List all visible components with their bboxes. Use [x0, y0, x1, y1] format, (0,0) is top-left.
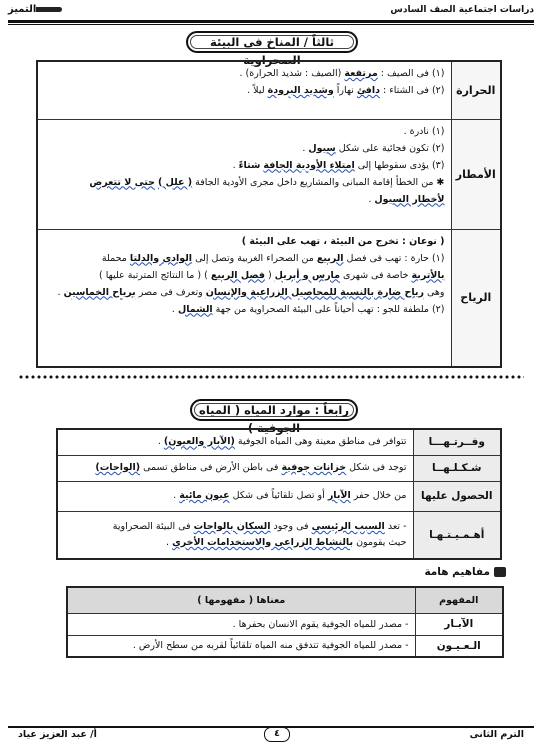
row-body [57, 455, 413, 481]
text-segment: (٢) فى الشتاء : [379, 85, 445, 96]
term-label: الترم الثانى [469, 729, 524, 740]
text-segment: حيث يقومون [353, 536, 407, 548]
concepts-header-row [67, 587, 503, 613]
row-label: الأمطار [451, 119, 501, 229]
text-segment: خاصة فى شهرى [340, 269, 412, 281]
text-segment: . [368, 193, 375, 205]
text-segment: . [302, 142, 309, 154]
water-table [56, 428, 502, 560]
row-label: شـكـلـهــا [413, 455, 501, 481]
text-segment: برياح الخماسين [63, 286, 136, 298]
text-segment: ✱ من الخطأ إقامة المبانى والمشاريع داخل مجرى الأودية الجافة [192, 176, 445, 188]
text-segment: (الصيف : شديد الحرارة) . [239, 68, 345, 79]
text-line [44, 191, 445, 208]
header-rule [8, 20, 534, 23]
text-segment: (١) فى الصيف : [377, 68, 445, 79]
section-3-title: ثالثاً / المناخ فى البيئة الصحراوية [186, 31, 358, 53]
text-segment: بالأتربة [411, 269, 445, 281]
text-segment: دافئ [356, 85, 380, 96]
text-segment: . [171, 303, 178, 315]
text-segment: السكان بالواحات [193, 520, 271, 532]
text-segment: مرتفعة [344, 68, 378, 79]
header-rule-thin [8, 24, 534, 25]
climate-row-wind [37, 229, 501, 367]
row-body [37, 61, 451, 119]
text-segment: مارس و أبريل [274, 269, 340, 281]
row-label: الحصول عليها [413, 481, 501, 511]
text-line [44, 174, 445, 191]
text-segment: فى البيئة الصحراوية [112, 520, 194, 532]
text-segment: ليلاً . [247, 85, 268, 96]
text-line [44, 250, 445, 267]
text-segment: سيول [308, 142, 336, 154]
text-segment: وهى [423, 286, 445, 298]
climate-row-temperature [37, 61, 501, 119]
text-line [44, 65, 445, 82]
climate-table [36, 60, 502, 368]
text-segment: لأخطار السيول [374, 193, 445, 205]
writing-hand-icon [494, 567, 506, 577]
concept-term: الآبـار [415, 613, 503, 635]
text-segment: . [173, 490, 180, 501]
text-segment: (٢) ملطفة للجو : تهب أحياناً على البيئة الصحراوية من جهة [212, 303, 445, 315]
text-segment: عيون مائية [179, 490, 230, 501]
text-segment: . [57, 286, 64, 298]
row-body [37, 229, 451, 367]
water-row [57, 455, 501, 481]
text-segment: الوادى والدلتا [129, 252, 193, 264]
text-segment: وتعرف فى مصر [135, 286, 206, 298]
text-segment: أو تصل تلقائياً فى شكل [229, 490, 328, 501]
text-segment: ) ( ما النتائج المترتبة عليها ) [99, 269, 211, 281]
text-line [44, 301, 445, 318]
dotted-separator [18, 374, 524, 380]
concept-meaning: - مصدر للمياه الجوفية تتدفق منه المياه تلقائياً لقربه من سطح الأرض . [67, 635, 415, 657]
text-segment: . [166, 536, 173, 548]
climate-row-rain [37, 119, 501, 229]
text-segment: نهاراً [333, 85, 357, 96]
text-line [64, 434, 407, 450]
text-segment: من الصحراء الغربية وتصل إلى [192, 252, 317, 264]
text-segment: وشديد البرودة [267, 85, 334, 96]
text-segment: بالنشاط الزراعى والاستخدامات الأخرى [172, 536, 354, 548]
row-body [37, 119, 451, 229]
row-label: وفــرتـهـــا [413, 429, 501, 455]
text-line [44, 233, 445, 250]
text-segment: . [157, 436, 164, 448]
text-line [64, 460, 407, 476]
text-segment: فصل الربيع [210, 269, 265, 281]
concept-row [67, 635, 503, 657]
concepts-heading [424, 566, 506, 578]
text-line [44, 157, 445, 174]
text-segment: (١) حارة : تهب فى فصل [343, 252, 445, 264]
text-segment: محملة [101, 252, 130, 264]
text-line [64, 535, 407, 551]
text-segment: الربيع [316, 252, 344, 264]
author-name: أ/ عبد العزيز عياد [18, 729, 97, 740]
water-row [57, 481, 501, 511]
text-segment: من خلال حفر [350, 490, 407, 501]
row-body [57, 511, 413, 559]
text-segment: فى باطن الأرض فى مناطق تسمى [140, 462, 282, 473]
text-segment: تتوافر فى مناطق معينة وهى المياه الجوفية [234, 436, 407, 448]
text-line [64, 488, 407, 504]
text-line [44, 140, 445, 157]
row-body [57, 429, 413, 455]
text-segment: الشمال [177, 303, 213, 315]
text-segment: فى وجود [270, 520, 312, 532]
concepts-table [66, 586, 504, 658]
water-row [57, 511, 501, 559]
text-segment: رياح ضارة بالنسبة للمحاصيل الزراعية والإنسان [205, 286, 424, 298]
pen-icon [36, 7, 62, 12]
text-segment: الآبار [327, 490, 351, 501]
text-line [64, 519, 407, 535]
text-segment: (٢) تكون فجائية على شكل [335, 142, 445, 154]
text-segment: ( نوعان : تخرج من البيئة ، تهب على البيئة ) [241, 235, 445, 247]
text-segment: توجد فى شكل [346, 462, 407, 473]
text-segment: (الآبار والعيون) [163, 436, 235, 448]
col-term: المفهوم [415, 587, 503, 613]
text-segment: (٣) يؤدى سقوطها إلى [354, 159, 445, 171]
concept-row [67, 613, 503, 635]
row-label: الرياح [451, 229, 501, 367]
brand-text: التميز [8, 4, 37, 15]
text-segment: - تعد [384, 520, 407, 532]
text-segment: امتلاء الأودية الجافة [263, 159, 355, 171]
text-segment: (١) نادرة . [403, 125, 445, 137]
text-segment: السبب الرئيسى [311, 520, 385, 532]
brand-logo [8, 4, 66, 15]
row-body [57, 481, 413, 511]
text-segment: حتى لا تتعرض [89, 176, 155, 188]
text-segment: شتاءً [238, 159, 261, 171]
page-number: ٤ [264, 727, 290, 742]
text-segment: خزانات جوفية [281, 462, 347, 473]
text-segment: ( [264, 269, 275, 281]
row-label: الحرارة [451, 61, 501, 119]
water-row [57, 429, 501, 455]
text-segment: ( علل ) [157, 176, 193, 188]
text-line [44, 123, 445, 140]
page-footer [18, 729, 524, 743]
concepts-heading-text: مفاهيم هامة [424, 566, 490, 578]
concept-term: الـعـيـون [415, 635, 503, 657]
section-4-title: رابعاً : موارد المياه ( المياه الجوفية ) [190, 399, 358, 421]
subject-label: دراسات اجتماعية الصف السادس [390, 5, 534, 15]
text-line [44, 267, 445, 284]
text-segment: . [232, 159, 239, 171]
text-line [44, 82, 445, 99]
col-meaning: معناها ( مفهومها ) [67, 587, 415, 613]
row-label: أهـمـيـتـهـا [413, 511, 501, 559]
concept-meaning: - مصدر للمياه الجوفية يقوم الانسان بحفرها . [67, 613, 415, 635]
text-segment: (الواحات) [95, 462, 141, 473]
text-line [44, 284, 445, 301]
